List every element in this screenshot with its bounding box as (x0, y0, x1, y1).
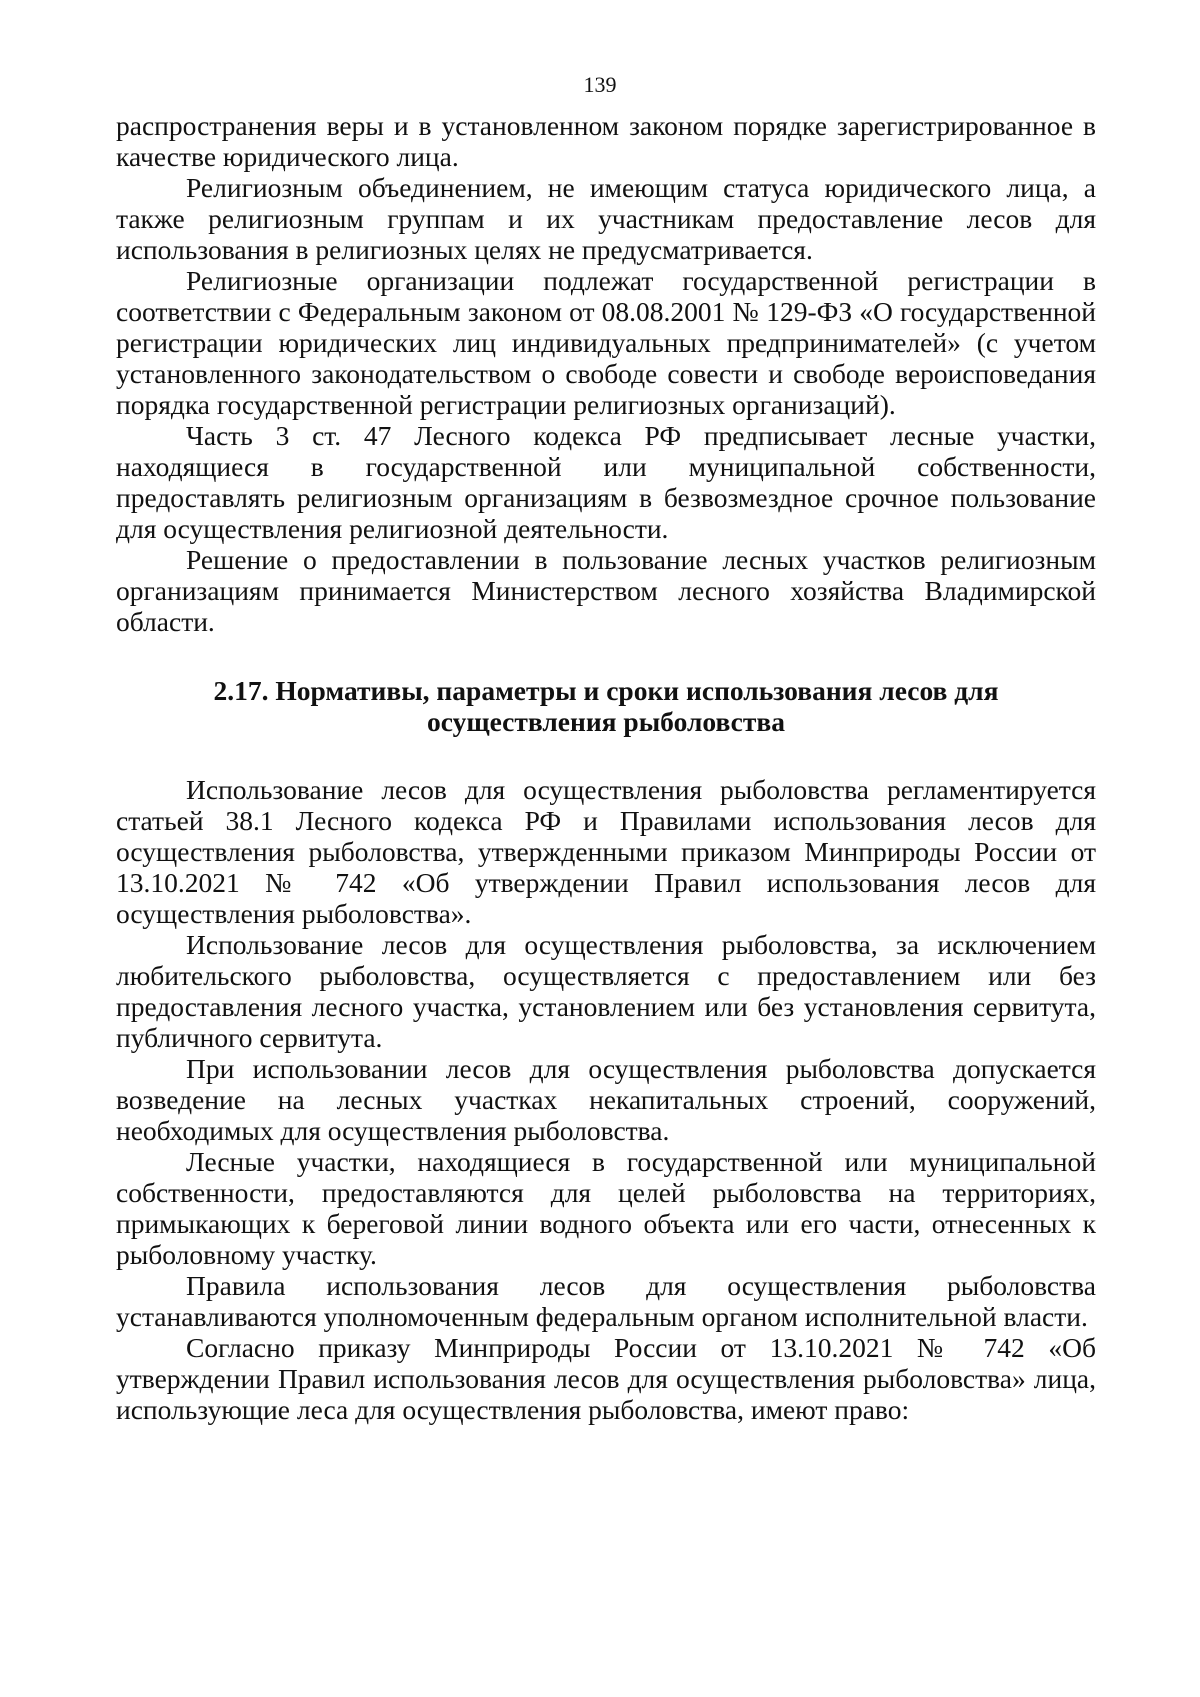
paragraph: Использование лесов для осуществления рыболовства, за исключением любительского рыболовства, осуществляется с предоставлением или без предоставления лесного участка, установлением или без установления сервитута, публичного сервитута. (116, 929, 1096, 1053)
section-heading (116, 675, 1096, 737)
paragraph: При использовании лесов для осуществления рыболовства допускается возведение на лесных участках некапитальных строений, сооружений, необходимых для осуществления рыболовства. (116, 1053, 1096, 1146)
page-content (116, 110, 1096, 1425)
section-heading-line: 2.17. Нормативы, параметры и сроки использования лесов для (213, 675, 999, 706)
paragraph: Часть 3 ст. 47 Лесного кодекса РФ предписывает лесные участки, находящиеся в государственной или муниципальной собственности, предоставлять религиозным организациям в безвозмездное срочное пользование для осуществления религиозной деятельности. (116, 420, 1096, 544)
paragraph: Решение о предоставлении в пользование лесных участков религиозным организациям принимается Министерством лесного хозяйства Владимирской области. (116, 544, 1096, 637)
paragraph: Согласно приказу Минприроды России от 13.10.2021 № 742 «Об утверждении Правил использования лесов для осуществления рыболовства» лица, использующие леса для осуществления рыболовства, имеют право: (116, 1332, 1096, 1425)
paragraph: Использование лесов для осуществления рыболовства регламентируется статьей 38.1 Лесного кодекса РФ и Правилами использования лесов для осуществления рыболовства, утвержденными приказом Минприроды России от 13.10.2021 № 742 «Об утверждении Правил использования лесов для осуществления рыболовства». (116, 774, 1096, 929)
paragraph-continued: распространения веры и в установленном законом порядке зарегистрированное в качестве юридического лица. (116, 110, 1096, 172)
section-heading-line: осуществления рыболовства (427, 706, 785, 737)
paragraph: Религиозные организации подлежат государственной регистрации в соответствии с Федеральным законом от 08.08.2001 № 129-ФЗ «О государственной регистрации юридических лиц индивидуальных предпринимателей» (с учетом установленного законодательством о свободе совести и свободе вероисповедания порядка государственной регистрации религиозных организаций). (116, 265, 1096, 420)
paragraph: Правила использования лесов для осуществления рыболовства устанавливаются уполномоченным федеральным органом исполнительной власти. (116, 1270, 1096, 1332)
paragraph: Религиозным объединением, не имеющим статуса юридического лица, а также религиозным группам и их участникам предоставление лесов для использования в религиозных целях не предусматривается. (116, 172, 1096, 265)
paragraph: Лесные участки, находящиеся в государственной или муниципальной собственности, предоставляются для целей рыболовства на территориях, примыкающих к береговой линии водного объекта или его части, отнесенных к рыболовному участку. (116, 1146, 1096, 1270)
page-number: 139 (583, 72, 617, 97)
